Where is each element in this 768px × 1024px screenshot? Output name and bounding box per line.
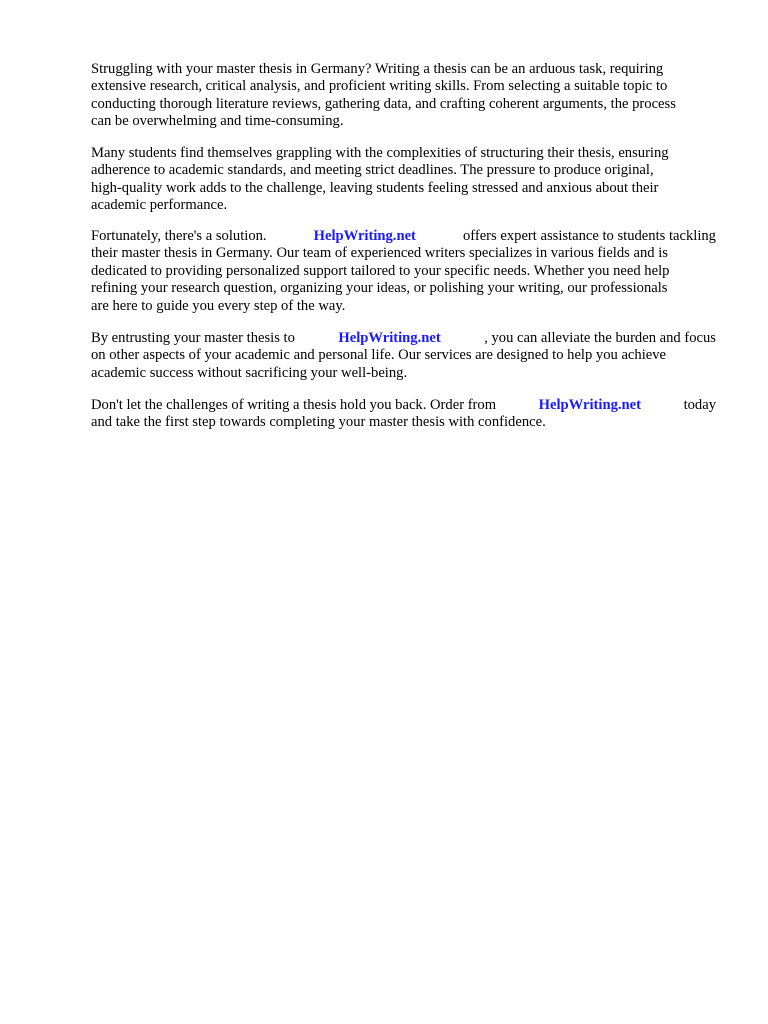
text-line: dedicated to providing personalized support tailored to your specific needs. Whether you need help — [91, 262, 670, 279]
paragraph-challenges — [91, 145, 716, 215]
text-line: academic performance. — [91, 197, 228, 214]
helpwriting-link[interactable]: HelpWriting.net — [538, 397, 641, 413]
text-line: high-quality work adds to the challenge, leaving students feeling stressed and anxious about their — [91, 179, 659, 196]
text-line: are here to guide you every step of the way. — [91, 297, 346, 314]
text-line: Many students find themselves grappling with the complexities of structuring their thesis, ensuring — [91, 145, 669, 161]
text-segment: By entrusting your master thesis to — [91, 330, 295, 346]
text-segment: Fortunately, there's a solution. — [91, 228, 267, 244]
text-segment: Don't let the challenges of writing a thesis hold you back. Order from — [91, 397, 497, 413]
paragraph-solution — [91, 228, 716, 315]
text-line: can be overwhelming and time-consuming. — [91, 113, 344, 130]
text-segment: offers expert assistance to students tackling — [462, 228, 716, 244]
paragraph-call-to-action — [91, 397, 716, 432]
text-segment: , you can alleviate the burden and focus — [484, 330, 716, 346]
text-line — [91, 330, 716, 347]
text-line: conducting thorough literature reviews, gathering data, and crafting coherent arguments, the process — [91, 95, 676, 112]
text-line: academic success without sacrificing your well-being. — [91, 364, 408, 381]
paragraph-intro — [91, 61, 716, 131]
paragraph-entrusting — [91, 330, 716, 382]
helpwriting-link[interactable]: HelpWriting.net — [313, 228, 416, 244]
text-line: refining your research question, organizing your ideas, or polishing your writing, our professionals — [91, 280, 668, 297]
text-line — [91, 228, 716, 245]
text-line: on other aspects of your academic and personal life. Our services are designed to help you achieve — [91, 347, 667, 364]
text-line: extensive research, critical analysis, and proficient writing skills. From selecting a suitable topic to — [91, 78, 668, 95]
text-line — [91, 397, 716, 414]
text-line: and take the first step towards completing your master thesis with confidence. — [91, 414, 546, 431]
text-line: their master thesis in Germany. Our team of experienced writers specializes in various fields and is — [91, 245, 668, 262]
helpwriting-link[interactable]: HelpWriting.net — [338, 330, 441, 346]
text-segment: today — [683, 397, 716, 413]
text-line: adherence to academic standards, and meeting strict deadlines. The pressure to produce original, — [91, 162, 654, 179]
text-line: Struggling with your master thesis in Germany? Writing a thesis can be an arduous task, requiring — [91, 61, 664, 77]
